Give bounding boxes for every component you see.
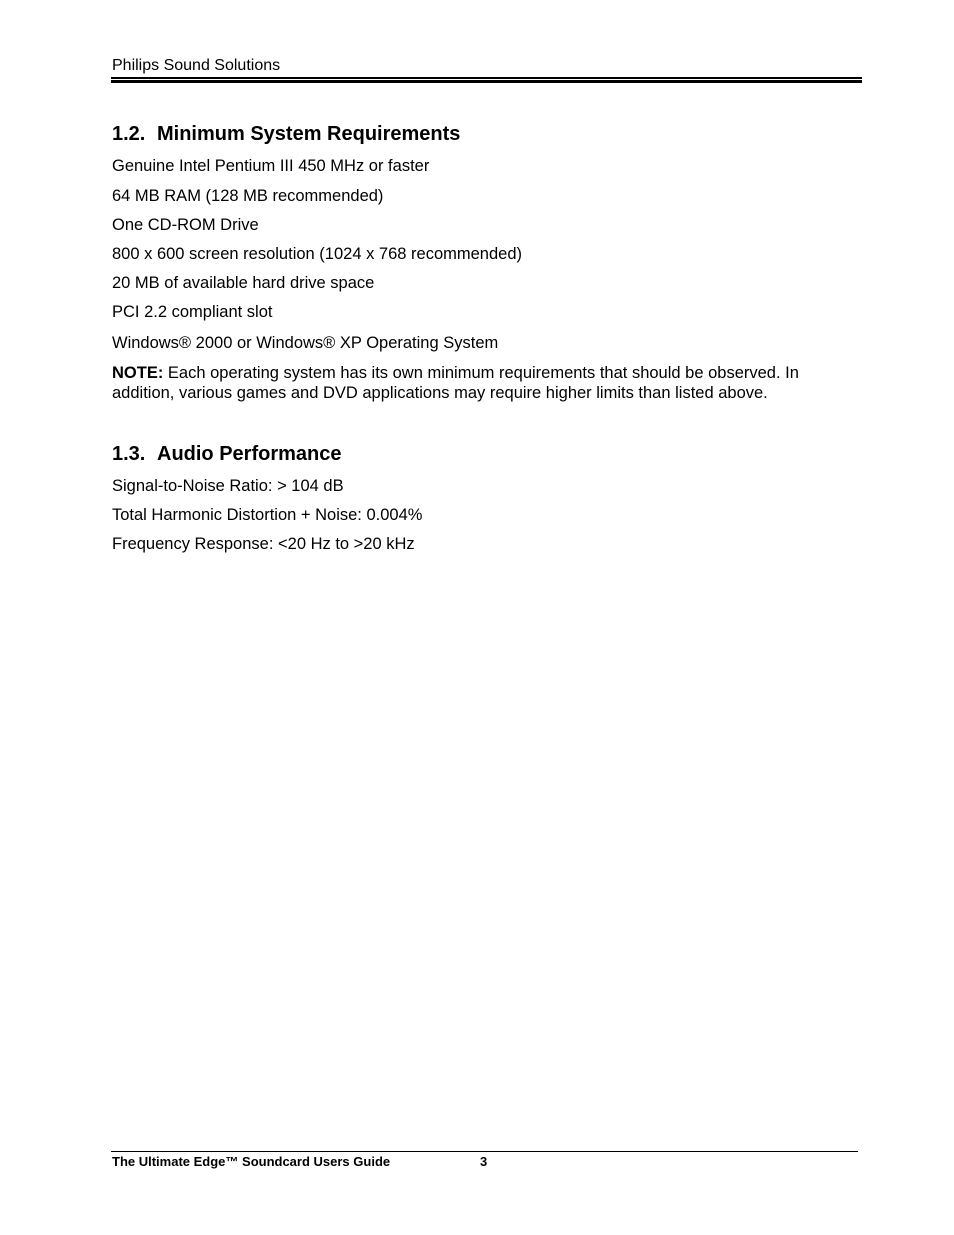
section-number: 1.3. — [112, 443, 146, 465]
header-rule — [111, 77, 862, 79]
performance-item: Frequency Response: <20 Hz to >20 kHz — [112, 535, 415, 553]
requirement-item: 800 x 600 screen resolution (1024 x 768 recommended) — [112, 245, 522, 263]
page-number: 3 — [480, 1154, 488, 1169]
performance-item: Signal-to-Noise Ratio: > 104 dB — [112, 477, 344, 495]
section-minimum-requirements — [112, 122, 842, 412]
section-title: Minimum System Requirements — [157, 123, 461, 145]
section-heading — [112, 122, 842, 146]
section-heading — [112, 442, 842, 466]
section-audio-performance — [112, 442, 842, 572]
footer-title: The Ultimate Edge™ Soundcard Users Guide — [112, 1154, 391, 1169]
note-label: NOTE: — [112, 364, 164, 382]
requirement-item: PCI 2.2 compliant slot — [112, 303, 273, 321]
note-text: Each operating system has its own minimum requirements that should be observed. In addition, various games and DVD applications may require higher limits than listed above. — [112, 364, 799, 402]
requirement-item: Genuine Intel Pentium III 450 MHz or faster — [112, 157, 430, 175]
footer-rule — [111, 1151, 858, 1152]
note-paragraph — [112, 363, 842, 403]
requirement-item: Windows® 2000 or Windows® XP Operating System — [112, 334, 499, 352]
requirement-item: One CD-ROM Drive — [112, 216, 259, 234]
section-title: Audio Performance — [157, 443, 342, 465]
performance-item: Total Harmonic Distortion + Noise: 0.004% — [112, 506, 423, 524]
header-rule-thick — [111, 80, 862, 83]
requirement-item: 64 MB RAM (128 MB recommended) — [112, 187, 384, 205]
page-header: Philips Sound Solutions — [112, 57, 281, 74]
section-number: 1.2. — [112, 123, 146, 145]
requirement-item: 20 MB of available hard drive space — [112, 274, 375, 292]
